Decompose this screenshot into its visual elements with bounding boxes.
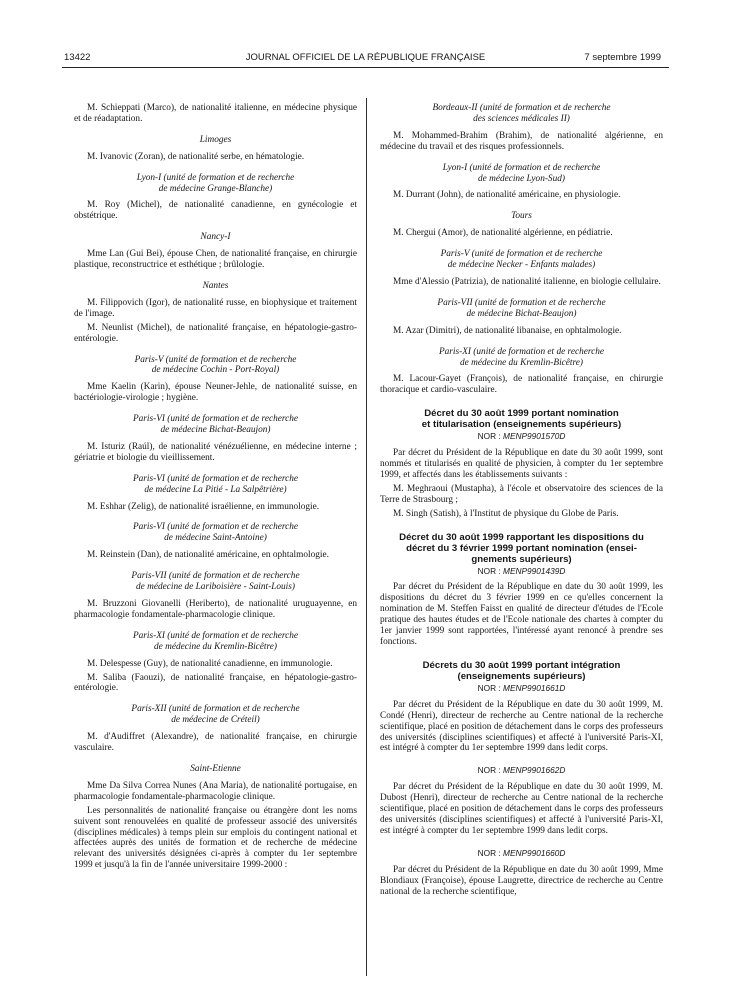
- decree-paragraph: M. Meghraoui (Mustapha), à l'école et observatoire des sciences de la Terre de Strasbourg ;: [380, 483, 663, 505]
- journal-title: JOURNAL OFFICIEL DE LA RÉPUBLIQUE FRANÇAISE: [245, 52, 486, 63]
- entry-paragraph: M. Azar (Dimitri), de nationalité libanaise, en ophtalmologie.: [393, 325, 622, 336]
- entry-paragraph: M. Eshhar (Zelig), de nationalité israélienne, en immunologie.: [87, 501, 320, 512]
- entry-paragraph: M. Durrant (John), de nationalité américaine, en physiologie.: [393, 190, 621, 201]
- decree-title: Décret du 30 août 1999 rapportant les dispositions du décret du 3 février 1999 portant nomination (ensei- gnements supérieurs): [399, 531, 644, 565]
- nor-code: MENP9901660D: [503, 847, 566, 858]
- nor-reference: [380, 765, 663, 776]
- column-divider: [366, 98, 367, 976]
- entry-paragraph: M. Saliba (Faouzi), de nationalité française, en hépatologie-gastro-entérologie.: [74, 672, 357, 694]
- section-heading: Tours: [511, 211, 532, 222]
- entry-paragraph: M. Delespesse (Guy), de nationalité canadienne, en immunologie.: [87, 658, 333, 669]
- section-heading: Paris-VII (unité de formation et de recherche de médecine Bichat-Beaujon): [437, 297, 606, 319]
- nor-label: NOR :: [477, 431, 501, 442]
- nor-reference: [380, 848, 663, 859]
- entry-paragraph: M. Bruzzoni Giovanelli (Heriberto), de nationalité uruguayenne, en pharmacologie fondamentale-pharmacologie clinique.: [74, 599, 357, 620]
- nor-code: MENP9901570D: [503, 431, 566, 442]
- entry-paragraph: M. Lacour-Gayet (François), de nationalité française, en chirurgie thoracique et cardio-vasculaire.: [380, 374, 663, 396]
- entry-paragraph: M. Schieppati (Marco), de nationalité italienne, en médecine physique et de réadaptation.: [74, 103, 357, 124]
- section-heading: Paris-XII (unité de formation et de recherche de médecine de Créteil): [131, 704, 300, 726]
- entry-paragraph: M. Mohammed-Brahim (Brahim), de nationalité algérienne, en médecine du travail et des risques professionnels.: [380, 130, 663, 152]
- nor-code: MENP9901662D: [503, 765, 566, 776]
- header-rule: [62, 67, 669, 68]
- nor-code: MENP9901661D: [503, 682, 566, 693]
- page-number: 13422: [64, 52, 91, 63]
- nor-reference: [380, 431, 663, 442]
- decree-paragraph: Par décret du Président de la République en date du 30 août 1999, Mme Blondiaux (Françoise), épouse Laugrette, directrice de recherche au Centre national de la recherche scientifique,: [380, 864, 663, 897]
- nor-reference: [380, 683, 663, 694]
- entry-paragraph: Les personnalités de nationalité française ou étrangère dont les noms suivent sont renouvelées en qualité de professeur associé des universités (disciplines médicales) à temps plein sur emplois du contingent national et affectées auprès des unités de formation et de recherche de médecine relevant des universités désignées ci-après à compter du 1er septembre 1999 et jusqu'à la fin de l'année universitaire 1999-2000 :: [74, 805, 357, 871]
- entry-paragraph: Mme Kaelin (Karin), épouse Neuner-Jehle, de nationalité suisse, en bactériologie-virologie ; hygiène.: [74, 382, 357, 404]
- entry-paragraph: M. Chergui (Amor), de nationalité algérienne, en pédiatrie.: [393, 228, 613, 239]
- nor-label: NOR :: [477, 682, 501, 693]
- section-heading: Paris-XI (unité de formation et de recherche de médecine du Kremlin-Bicêtre): [132, 630, 299, 652]
- right-column: [380, 103, 663, 900]
- section-heading: Saint-Etienne: [190, 763, 241, 774]
- section-heading: Limoges: [199, 134, 232, 145]
- section-heading: Paris-VI (unité de formation et de recherche de médecine Saint-Antoine): [132, 522, 299, 544]
- nor-label: NOR :: [477, 565, 501, 576]
- section-heading: Paris-VI (unité de formation et de recherche de médecine Bichat-Beaujon): [132, 414, 299, 436]
- entry-paragraph: M. Roy (Michel), de nationalité canadienne, en gynécologie et obstétrique.: [74, 200, 357, 222]
- decree-paragraph: Par décret du Président de la République en date du 30 août 1999, les dispositions du décret du 3 février 1999 en ce qu'elles concernent la nomination de M. Steffen Faisst en qualité de directeur d'études de l'Ecole pratique des hautes études et de l'Ecole nationale des chartes à compter du 1er janvier 1999 sont rapportées, l'intéressé ayant renoncé à prendre ses fonctions.: [380, 582, 663, 647]
- section-heading: Paris-V (unité de formation et de recherche de médecine Necker - Enfants malades): [440, 249, 603, 271]
- section-heading: Paris-V (unité de formation et de recherche de médecine Cochin - Port-Royal): [134, 354, 297, 376]
- entry-paragraph: M. Isturiz (Raúl), de nationalité vénézuélienne, en médecine interne ; gériatrie et biologie du vieillissement.: [74, 441, 357, 463]
- entry-paragraph: Mme d'Alessio (Patrizia), de nationalité italienne, en biologie cellulaire.: [393, 276, 661, 287]
- section-heading: Paris-XI (unité de formation et de recherche de médecine du Kremlin-Bicêtre): [438, 346, 605, 368]
- decree-paragraph: Par décret du Président de la République en date du 30 août 1999, M. Dubost (Henri), directeur de recherche au Centre national de la recherche scientifique, placé en position de détachement dans le corps des professeurs des universités (disciplines scientifiques) et affecté à l'université Paris-XI, est intégré à compter du 1er septembre 1999 dans ledit corps.: [380, 782, 663, 836]
- section-heading: Lyon-I (unité de formation et de recherche de médecine Grange-Blanche): [136, 172, 295, 194]
- entry-paragraph: M. Reinstein (Dan), de nationalité américaine, en ophtalmologie.: [87, 550, 329, 561]
- section-heading: Nancy-I: [200, 232, 231, 243]
- entry-paragraph: M. Neunlist (Michel), de nationalité française, en hépatologie-gastro-entérologie.: [74, 322, 357, 344]
- section-heading: Lyon-I (unité de formation et de recherche de médecine Lyon-Sud): [442, 162, 601, 184]
- left-column: [74, 103, 357, 874]
- section-heading: Paris-VII (unité de formation et de recherche de médecine de Lariboisière - Saint-Louis): [131, 571, 300, 593]
- section-heading: Paris-VI (unité de formation et de recherche de médecine La Pitié - La Salpêtrière): [132, 473, 299, 495]
- nor-label: NOR :: [477, 847, 501, 858]
- entry-paragraph: Mme Da Silva Correa Nunes (Ana Maria), de nationalité portugaise, en pharmacologie fondamentale-pharmacologie clinique.: [74, 780, 357, 802]
- entry-paragraph: Mme Lan (Gui Bei), épouse Chen, de nationalité française, en chirurgie plastique, reconstructrice et esthétique ; brûlologie.: [74, 249, 357, 271]
- decree-paragraph: Par décret du Président de la République en date du 30 août 1999, sont nommés et titularisés en qualité de physicien, à compter du 1er septembre 1999, et affectés dans les établissements suivants :: [380, 448, 663, 480]
- entry-paragraph: M. d'Audiffret (Alexandre), de nationalité française, en chirurgie vasculaire.: [74, 732, 357, 754]
- section-heading: Bordeaux-II (unité de formation et de recherche des sciences médicales II): [432, 103, 611, 124]
- issue-date: 7 septembre 1999: [584, 52, 661, 63]
- entry-paragraph: M. Ivanovic (Zoran), de nationalité serbe, en hématologie.: [87, 151, 305, 162]
- section-heading: Nantes: [202, 280, 229, 291]
- nor-reference: [380, 566, 663, 577]
- decree-paragraph: Par décret du Président de la République en date du 30 août 1999, M. Condé (Henri), directeur de recherche au Centre national de la recherche scientifique, placé en position de détachement dans le corps des professeurs des universités (disciplines scientifiques) et affecté à l'université Paris-XI, est intégré à compter du 1er septembre 1999 dans ledit corps.: [380, 699, 663, 754]
- entry-paragraph: M. Filippovich (Igor), de nationalité russe, en biophysique et traitement de l'image.: [74, 297, 357, 319]
- nor-label: NOR :: [477, 765, 501, 776]
- page-header: [0, 52, 731, 66]
- nor-code: MENP9901439D: [503, 565, 566, 576]
- decree-title: Décrets du 30 août 1999 portant intégration (enseignements supérieurs): [422, 659, 621, 682]
- decree-title: Décret du 30 août 1999 portant nomination et titularisation (enseignements supérieurs): [421, 408, 622, 431]
- decree-paragraph: M. Singh (Satish), à l'Institut de physique du Globe de Paris.: [393, 508, 619, 519]
